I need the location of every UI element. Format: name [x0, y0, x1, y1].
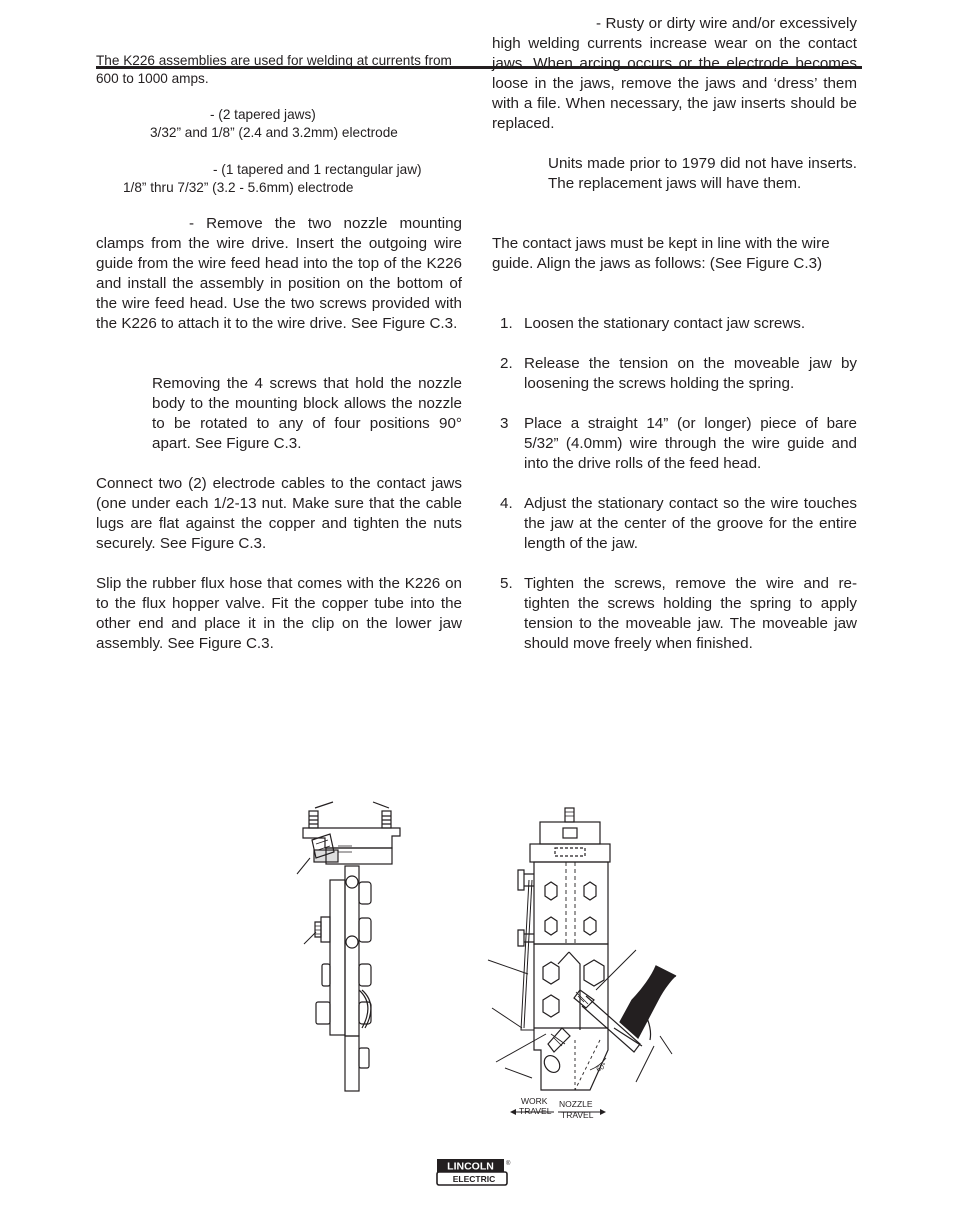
step-text: Loosen the stationary contact jaw screws. [524, 315, 806, 332]
logo-top-text: LINCOLN [447, 1160, 494, 1173]
step-number: 3 [500, 415, 509, 432]
alignment-intro: The contact jaws must be kept in line with the wire guide. Align the jaws as follows: (See Figure C.3) [492, 235, 830, 272]
step-text: Tighten the screws, remove the wire and re-tighten the screws holding the spring to apply tension to the moveable jaw. The moveable jaw should move freely when finished. [524, 575, 857, 652]
assembly2-jaws: - (1 tapered and 1 rectangular jaw) [213, 162, 422, 177]
front-view-assembly [488, 808, 676, 1115]
step-number: 1. [500, 315, 513, 332]
nozzle-travel-label-line2: TRAVEL [561, 1110, 594, 1120]
work-travel-label-line1: WORK [521, 1096, 548, 1106]
rotation-note: Removing the 4 screws that hold the nozzle body to the mounting block allows the nozzle to be rotated to any of four positions 90° apart. See Figure C.3. [152, 375, 462, 452]
nozzle-travel-label-line1: NOZZLE [559, 1099, 593, 1109]
inserts-note: Units made prior to 1979 did not have inserts. The replacement jaws will have them. [548, 155, 857, 192]
step-number: 2. [500, 355, 513, 372]
mounting-paragraph: - Remove the two nozzle mounting clamps from the wire drive. Insert the outgoing wire guide from the wire feed head into the top of the K226 and install the assembly in position on the bottom of the wire feed head. Use the two screws provided with the K226 to attach it to the wire drive. See Figure C.3. [96, 215, 462, 332]
wear-paragraph: - Rusty or dirty wire and/or excessively high welding currents increase wear on the contact jaws. When arcing occurs or the electrode becomes loose in the jaws, remove the jaws and ‘dress’ them with a file. When necessary, the jaw inserts should be replaced. [492, 15, 857, 132]
assembly1-electrode: 3/32” and 1/8” (2.4 and 3.2mm) electrode [150, 125, 398, 140]
step-text: Release the tension on the moveable jaw by loosening the screws holding the spring. [524, 355, 857, 392]
step-number: 4. [500, 495, 513, 512]
work-travel-label-line2: TRAVEL [519, 1106, 552, 1116]
assembly1-jaws: - (2 tapered jaws) [210, 107, 316, 122]
logo-registered-mark: ® [506, 1161, 511, 1167]
angle-label: 60° [595, 1062, 609, 1074]
flux-hose-paragraph: Slip the rubber flux hose that comes with the K226 on to the flux hopper valve. Fit the copper tube into the other end and place it in the clip on the lower jaw assembly. See Figure C.3. [96, 575, 462, 652]
cables-paragraph: Connect two (2) electrode cables to the contact jaws (one under each 1/2-13 nut. Make sure that the cable lugs are flat against the copper and tighten the nuts securely. See Figure C.3. [96, 475, 462, 552]
side-view-assembly [297, 802, 400, 1091]
step-text: Adjust the stationary contact so the wire touches the jaw at the center of the groove for the entire length of the jaw. [524, 495, 857, 552]
intro-paragraph: The K226 assemblies are used for welding at currents from 600 to 1000 amps. [96, 53, 452, 86]
step-number: 5. [500, 575, 513, 592]
assembly2-electrode: 1/8” thru 7/32” (3.2 - 5.6mm) electrode [123, 180, 354, 195]
logo-bottom-text: ELECTRIC [452, 1174, 496, 1185]
step-text: Place a straight 14” (or longer) piece of bare 5/32” (4.0mm) wire through the wire guide and into the drive rolls of the feed head. [524, 415, 857, 472]
lincoln-electric-logo [436, 1158, 509, 1186]
